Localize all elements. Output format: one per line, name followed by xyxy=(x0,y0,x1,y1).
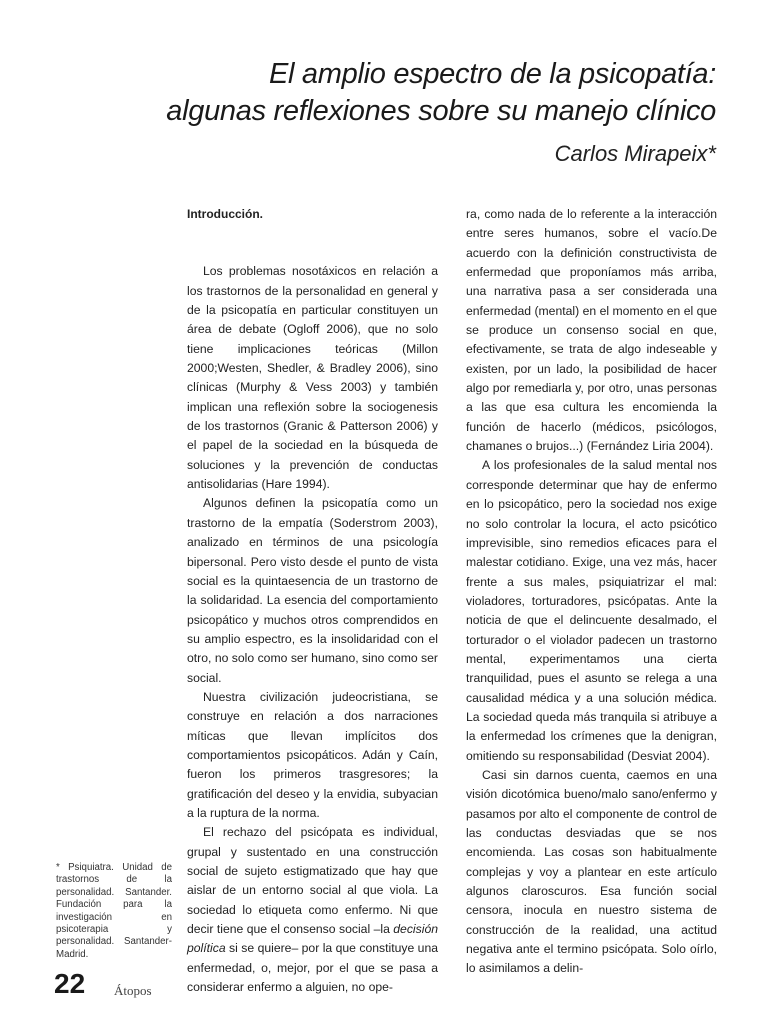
paragraph: A los profesionales de la salud mental nos corresponde determinar que hay de enfermo en lo psicopático, pero la sociedad nos exige no solo controlar la locura, el acto psicótico imprevisible, sino remedios eficaces para el malestar cotidiano. Exige, una vez más, hacer frente a sus males, psiquiatrizar el mal: violadores, torturadores, psicópatas. Ante la noticia de que el delincuente desalmado, el torturador o el violador padecen un trastorno mental, experimentamos una cierta tranquilidad, pues el asunto se relega a una causalidad médica y a una solución médica. La sociedad queda más tranquila si atribuye a la enfermedad los crímenes que la denigran, omitiendo su responsabilidad (Desviat 2004). xyxy=(466,458,717,763)
paragraph: ra, como nada de lo referente a la interacción entre seres humanos, sobre el vacío.De acuerdo con la definición constructivista de enfermedad que proponíamos más arriba, una narrativa pasa a ser considerada una enfermedad (mental) en el momento en el que se produce un consenso social en que, efectivamente, se trata de algo indeseable y existen, por un lado, la posibilidad de hacer algo por remediarla y, por otro, unas personas a las que esa cultura les encomienda la función de hacerlo (médicos, psicólogos, chamanes o brujos...) (Fernández Liria 2004). xyxy=(466,207,717,454)
paragraph: Los problemas nosotáxicos en relación a los trastornos de la personalidad en general y de la psicopatía en particular constituyen un área de debate (Ogloff 2006), que no solo tiene implicaciones teóricas (Millon 2000;Westen, Shedler, & Bradley 2006), sino clínicas (Murphy & Vess 2003) y también implican una reflexión sobre la sociogenesis de los trastornos (Granic & Patterson 2006) y el papel de la sociedad en la búsqueda de soluciones y la prevención de conductas antisolidarias (Hare 1994). xyxy=(187,264,438,492)
title-line-1: El amplio espectro de la psicopatía: xyxy=(268,58,716,90)
journal-name: Átopos xyxy=(114,983,152,998)
section-heading: Introducción. xyxy=(187,207,263,221)
footnote: * Psiquiatra. Unidad de trastornos de la personalidad. Santander. Fundación para la investigación en psicoterapia y personalidad. Santander-Madrid. xyxy=(56,862,172,960)
text-run: si se quiere– por la que constituye una enfermedad, o, mejor, por el que se pasa a considerar enfermo a alguien, no ope- xyxy=(187,941,438,995)
author-name: Carlos Mirapeix* xyxy=(554,141,716,166)
page-number: 22 xyxy=(54,968,86,999)
article-title xyxy=(156,56,716,130)
emphasis-text: decisión política xyxy=(187,922,438,956)
paragraph: Algunos definen la psicopatía como un trastorno de la empatía (Soderstrom 2003), analizado en términos de una psicología bipersonal. Pero visto desde el punto de vista social es la quintaesencia de un trastorno de la solidaridad. La esencia del comportamiento psicopático y muchos otros comprendidos en su amplio espectro, es la insolidaridad con el otro, no solo como ser humano, sino como ser social. xyxy=(187,496,438,685)
spacer xyxy=(187,243,438,262)
paragraph: Nuestra civilización judeocristiana, se construye en relación a dos narraciones míticas que llevan implícitos dos comportamientos psicopáticos. Adán y Caín, fueron los primeros trasgresores; la gratificación del deseo y la envidia, subyacian a la ruptura de la norma. xyxy=(187,689,438,820)
paragraph: Casi sin darnos cuenta, caemos en una visión dicotómica bueno/malo sano/enfermo y pasamos por alto el componente de control de las conductas desviadas que se nos encomienda. Las cosas son habitualmente complejas y voy a plantear en este artículo algunos claroscuros. Esa función social censora, inocula en nuestro sistema de construcción de la realidad, una actitud negativa ante el termino psicópata. Solo oírlo, lo asimilamos a delin- xyxy=(466,767,717,976)
title-line-2: algunas reflexiones sobre su manejo clínico xyxy=(166,95,716,127)
paragraph xyxy=(187,823,438,997)
text-run: El rechazo del psicópata es individual, grupal y sustentado en una construcción social de sujeto estigmatizado que hay que aislar de un entorno social al que viola. La sociedad lo etiqueta como enfermo. Ni que decir tiene que el consenso social –la xyxy=(187,825,438,937)
right-column xyxy=(466,205,717,979)
left-column xyxy=(187,205,438,997)
